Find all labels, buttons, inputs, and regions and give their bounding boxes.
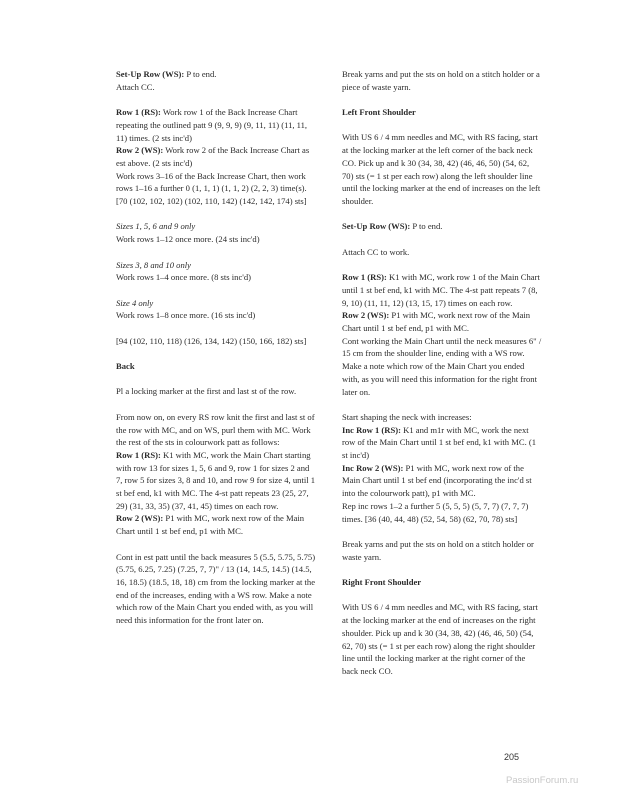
right-front-shoulder-paragraph: With US 6 / 4 mm needles and MC, with RS facing, start at the locking marker at the end of increases on the right shoulder. Pick up and k 30 (34, 38, 42) (46, 46, 50) (54, 62, 70) sts (= 1 st per each row) along the right shoulder line until the locking marker at the right corner of the back neck CO. xyxy=(342,602,538,676)
break-yarns-paragraph-2: Break yarns and put the sts on hold on a stitch holder or waste yarn. xyxy=(342,538,534,562)
row1-label-right: Row 1 (RS): xyxy=(342,272,387,283)
right-front-shoulder-heading: Right Front Shoulder xyxy=(342,577,422,587)
start-shaping-paragraph: Start shaping the neck with increases: xyxy=(342,411,472,422)
row2-label-right: Row 2 (WS): xyxy=(342,310,390,321)
inc-row1-paragraph xyxy=(342,424,542,462)
setup-row-paragraph-right xyxy=(342,220,542,233)
sizes-3-8-10-text: Work rows 1–4 once more. (8 sts inc'd) xyxy=(116,272,251,283)
back-row2-label: Row 2 (WS): xyxy=(116,513,164,524)
size-4-heading: Size 4 only xyxy=(116,297,154,308)
back-row2-paragraph xyxy=(116,512,316,537)
setup-row-paragraph xyxy=(116,68,316,81)
attach-cc-paragraph-right: Attach CC to work. xyxy=(342,246,410,257)
page-number: 205 xyxy=(504,752,520,762)
left-column xyxy=(116,68,316,639)
row1-paragraph-right xyxy=(342,271,542,309)
right-column xyxy=(342,68,542,690)
size-4-text: Work rows 1–8 once more. (16 sts inc'd) xyxy=(116,310,256,321)
inc-row1-label: Inc Row 1 (RS): xyxy=(342,424,401,435)
setup-row-label: Set-Up Row (WS): xyxy=(116,69,185,79)
setup-row-text: P to end. xyxy=(184,69,217,79)
inc-row2-text: P1 with MC, work next row of the Main Chart until 1 st bef end (incorporating the inc'd st into the colourwork patt), p1 with MC. xyxy=(342,462,532,499)
sizes-3-8-10-heading: Sizes 3, 8 and 10 only xyxy=(116,259,191,270)
inc-row2-paragraph xyxy=(342,462,542,500)
continue-neck-paragraph: Cont working the Main Chart until the neck measures 6" / 15 cm from the shoulder line, ending with a WS row. Make a note which row of the Main Chart you ended with, as you will need this information for the right front later on. xyxy=(342,335,542,397)
row1-label: Row 1 (RS): xyxy=(116,107,161,118)
setup-row-text-right: P to end. xyxy=(410,221,443,232)
row2-paragraph-right xyxy=(342,309,542,334)
sizes-1-5-6-9-text: Work rows 1–12 once more. (24 sts inc'd) xyxy=(116,234,260,245)
back-marker-paragraph: Pl a locking marker at the first and last st of the row. xyxy=(116,386,297,397)
watermark: PassionForum.ru xyxy=(506,775,579,786)
row1-paragraph xyxy=(116,106,316,144)
row2-text-right: P1 with MC, work next row of the Main Chart until 1 st bef end, p1 with MC. xyxy=(342,310,531,333)
back-row1-label: Row 1 (RS): xyxy=(116,449,161,460)
inc-row2-label: Inc Row 2 (WS): xyxy=(342,462,404,473)
row2-paragraph xyxy=(116,144,316,169)
row1-text: Work row 1 of the Back Increase Chart repeating the outlined patt 9 (9, 9, 9) (9, 11, 11) (11, 11, 11) times. (2 sts inc'd) xyxy=(116,107,308,143)
inc-row1-text: K1 and m1r with MC, work the next row of the Main Chart until 1 st bef end, k1 with MC. (1 st inc'd) xyxy=(342,424,537,460)
rows3-16-paragraph: Work rows 3–16 of the Back Increase Chart, then work rows 1–16 a further 0 (1, 1, 1) (1, 1, 2) (2, 2, 3) time(s). [70 (102, 102, 102) (102, 110, 142) (142, 142, 174) sts] xyxy=(116,170,307,207)
row1-text-right: K1 with MC, work row 1 of the Main Chart until 1 st bef end, k1 with MC. The 4-st patt repeats 7 (8, 9, 10) (11, 11, 12) (13, 15, 17) times on each row. xyxy=(342,272,540,308)
setup-row-label-right: Set-Up Row (WS): xyxy=(342,221,411,232)
row2-text: Work row 2 of the Back Increase Chart as est above. (2 sts inc'd) xyxy=(116,145,310,168)
back-row2-text: P1 with MC, work next row of the Main Chart until 1 st bef end, p1 with MC. xyxy=(116,513,305,537)
back-continue-paragraph: Cont in est patt until the back measures 5 (5.5, 5.75, 5.75) (5.75, 6.25, 7.25) (7.25, 7, 7)" / 13 (14, 14.5, 14.5) (14.5, 16, 18.5) (18.5, 18, 18) cm from the locking marker at the end of the increases, ending with a WS row. Make a note which row of the Main Chart you ended with, as you will need this information for the front later on. xyxy=(116,551,316,626)
break-yarns-paragraph-1: Break yarns and put the sts on hold on a stitch holder or a piece of waste yarn. xyxy=(342,69,540,92)
back-heading: Back xyxy=(116,361,135,372)
attach-cc-paragraph: Attach CC. xyxy=(116,81,155,92)
back-intro-paragraph: From now on, on every RS row knit the first and last st of the row with MC, and on WS, purl them with MC. Work the rest of the sts in colourwork patt as follows: xyxy=(116,411,315,448)
left-front-shoulder-paragraph: With US 6 / 4 mm needles and MC, with RS facing, start at the locking marker at the left corner of the back neck CO. Pick up and k 30 (34, 38, 42) (46, 46, 50) (54, 62, 70) sts (= 1 st per each row) along the left shoulder line until the locking marker at the end of increases on the left shoulder. xyxy=(342,132,541,206)
left-front-shoulder-heading: Left Front Shoulder xyxy=(342,107,416,118)
back-row1-paragraph xyxy=(116,449,316,513)
repeat-increases-paragraph: Rep inc rows 1–2 a further 5 (5, 5, 5) (5, 7, 7) (7, 7, 7) times. [36 (40, 44, 48) (52, 54, 58) (62, 70, 78) sts] xyxy=(342,500,529,524)
row2-label: Row 2 (WS): xyxy=(116,145,164,156)
sizes-1-5-6-9-heading: Sizes 1, 5, 6 and 9 only xyxy=(116,221,196,232)
back-row1-text: K1 with MC, work the Main Chart starting with row 13 for sizes 1, 5, 6 and 9, row 1 for sizes 2 and 7, row 5 for sizes 3, 8 and 10, and row 9 for size 4, until 1 st bef end, k1 with MC. The 4-st patt repeats 23 (25, 27, 29) (31, 33, 35) (37, 41, 45) times on each row. xyxy=(116,449,316,511)
stitch-totals: [94 (102, 110, 118) (126, 134, 142) (150, 166, 182) sts] xyxy=(116,335,307,346)
